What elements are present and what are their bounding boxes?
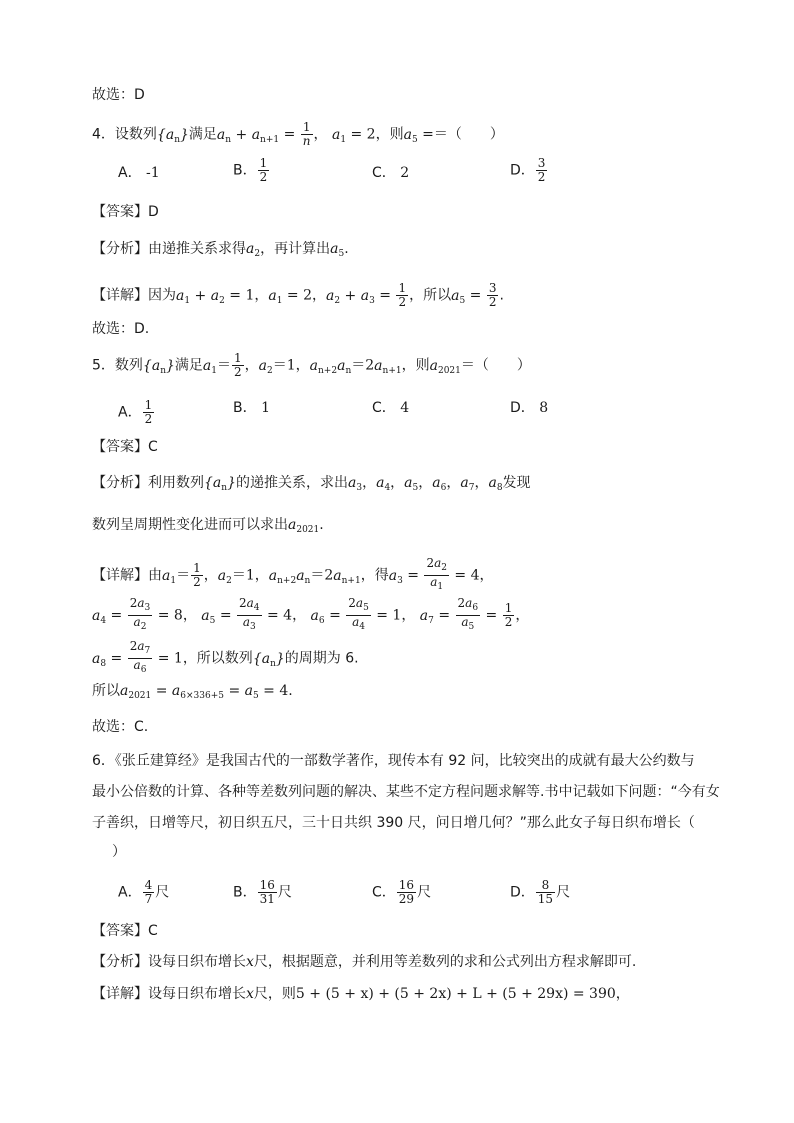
q6-option-d: D． $\frac{8}{15}$ 尺 — [510, 878, 571, 906]
q5-option-a: A． $\frac{1}{2}$ — [118, 398, 153, 426]
q5-conclusion: 所以$a_{2021} = a_{6\times 336+5} = a_5 = 4$. — [92, 683, 293, 701]
q4-stem: 4．设数列$\{a_n\}$满足$a_n + a_{n+1}$ = $\frac{1}{n}$ ， $a_1 = 2$，则$a_5$ =＝（ ） — [92, 120, 504, 148]
q5-analysis: 【分析】利用数列$\{a_n\}$的递推关系，求出$a_3$，$a_4$，$a_5$，$a_6$，$a_7$，$a_8$发现 — [92, 475, 531, 493]
q6-stem-line2: 最小公倍数的计算、各种等差数列问题的解决、某些不定方程问题求解等.书中记载如下问题：“今有女 — [92, 784, 720, 800]
q4-answer: 【答案】D — [92, 204, 159, 220]
q6-detail: 【详解】设每日织布增长x尺，则5 + (5 + x) + (5 + 2x) + L + (5 + 29x) = 390， — [92, 986, 630, 1002]
q6-option-c: C． $\frac{16}{29}$ 尺 — [372, 878, 432, 906]
q3-final-answer: 故选：D — [92, 87, 145, 103]
q6-option-a: A． $\frac{4}{7}$ 尺 — [118, 878, 170, 906]
q5-answer: 【答案】C — [92, 439, 158, 455]
q5-detail-line2: $a_4$ = $\frac{2a_3}{a_2}$ = 8， $a_5$ = $\frac{2a_4}{a_3}$ = 4， $a_6$ = $\frac{2a_5}{a_4}$ = 1， $a_7$ = $\frac{2a_6}{a_5}$ = $\frac{1}{2}$ ， — [92, 596, 530, 632]
q5-final: 故选：C. — [92, 719, 149, 735]
q5-detail-line3: $a_8$ = $\frac{2a_7}{a_6}$ = 1，所以数列$\{a_n\}$的周期为 6. — [92, 639, 359, 675]
q5-detail-line1: 【详解】由$a_1=$ $\frac{1}{2}$ ，$a_2=1$，$a_{n+2}a_n=2a_{n+1}$，得$a_3$ = $\frac{2a_2}{a_1}$ = 4， — [92, 556, 494, 592]
q5-stem: 5．数列$\{a_n\}$满足$a_1=$ $\frac{1}{2}$ ，$a_2=1$，$a_{n+2}a_n=2a_{n+1}$，则$a_{2021}=$（ ） — [92, 351, 531, 379]
q5-option-d: D． 8 — [510, 400, 549, 416]
q4-fraction-1-over-n: $\frac{1}{n}$ — [302, 120, 311, 148]
q6-stem-line1: 6．《张丘建算经》是我国古代的一部数学著作，现传本有 92 问，比较突出的成就有最大公约数与 — [92, 753, 695, 769]
q6-stem-line4: ） — [112, 844, 126, 860]
q4-option-c: C． 2 — [372, 165, 410, 181]
q4-detail: 【详解】因为$a_1 + a_2 = 1$，$a_1 = 2$，$a_2 + a_3$ = $\frac{1}{2}$ ，所以$a_5$ = $\frac{3}{2}$ . — [92, 281, 504, 309]
q6-answer: 【答案】C — [92, 923, 158, 939]
q4-final: 故选：D. — [92, 321, 150, 337]
q4-option-b: B． $\frac{1}{2}$ — [233, 156, 268, 184]
q6-stem-line3: 子善织，日增等尺，初日织五尺，三十日共织 390 尺，问日增几何？”那么此女子每日织布增长（ — [92, 815, 695, 831]
q6-option-b: B． $\frac{16}{31}$ 尺 — [233, 878, 292, 906]
q5-option-b: B． 1 — [233, 400, 270, 416]
q6-equation: 5 + (5 + x) + (5 + 2x) + L + (5 + 29x) = 390 — [295, 986, 616, 1002]
q4-option-a: A． -1 — [118, 165, 160, 181]
q5-option-c: C． 4 — [372, 400, 410, 416]
q5-analysis-line2: 数列呈周期性变化进而可以求出$a_{2021}$. — [92, 517, 324, 535]
q4-number: 4． — [92, 126, 115, 143]
q6-analysis: 【分析】设每日织布增长x尺，根据题意，并利用等差数列的求和公式列出方程求解即可. — [92, 954, 637, 970]
q4-option-d: D． $\frac{3}{2}$ — [510, 156, 546, 184]
q4-analysis: 【分析】由递推关系求得$a_2$，再计算出$a_5$. — [92, 241, 349, 259]
